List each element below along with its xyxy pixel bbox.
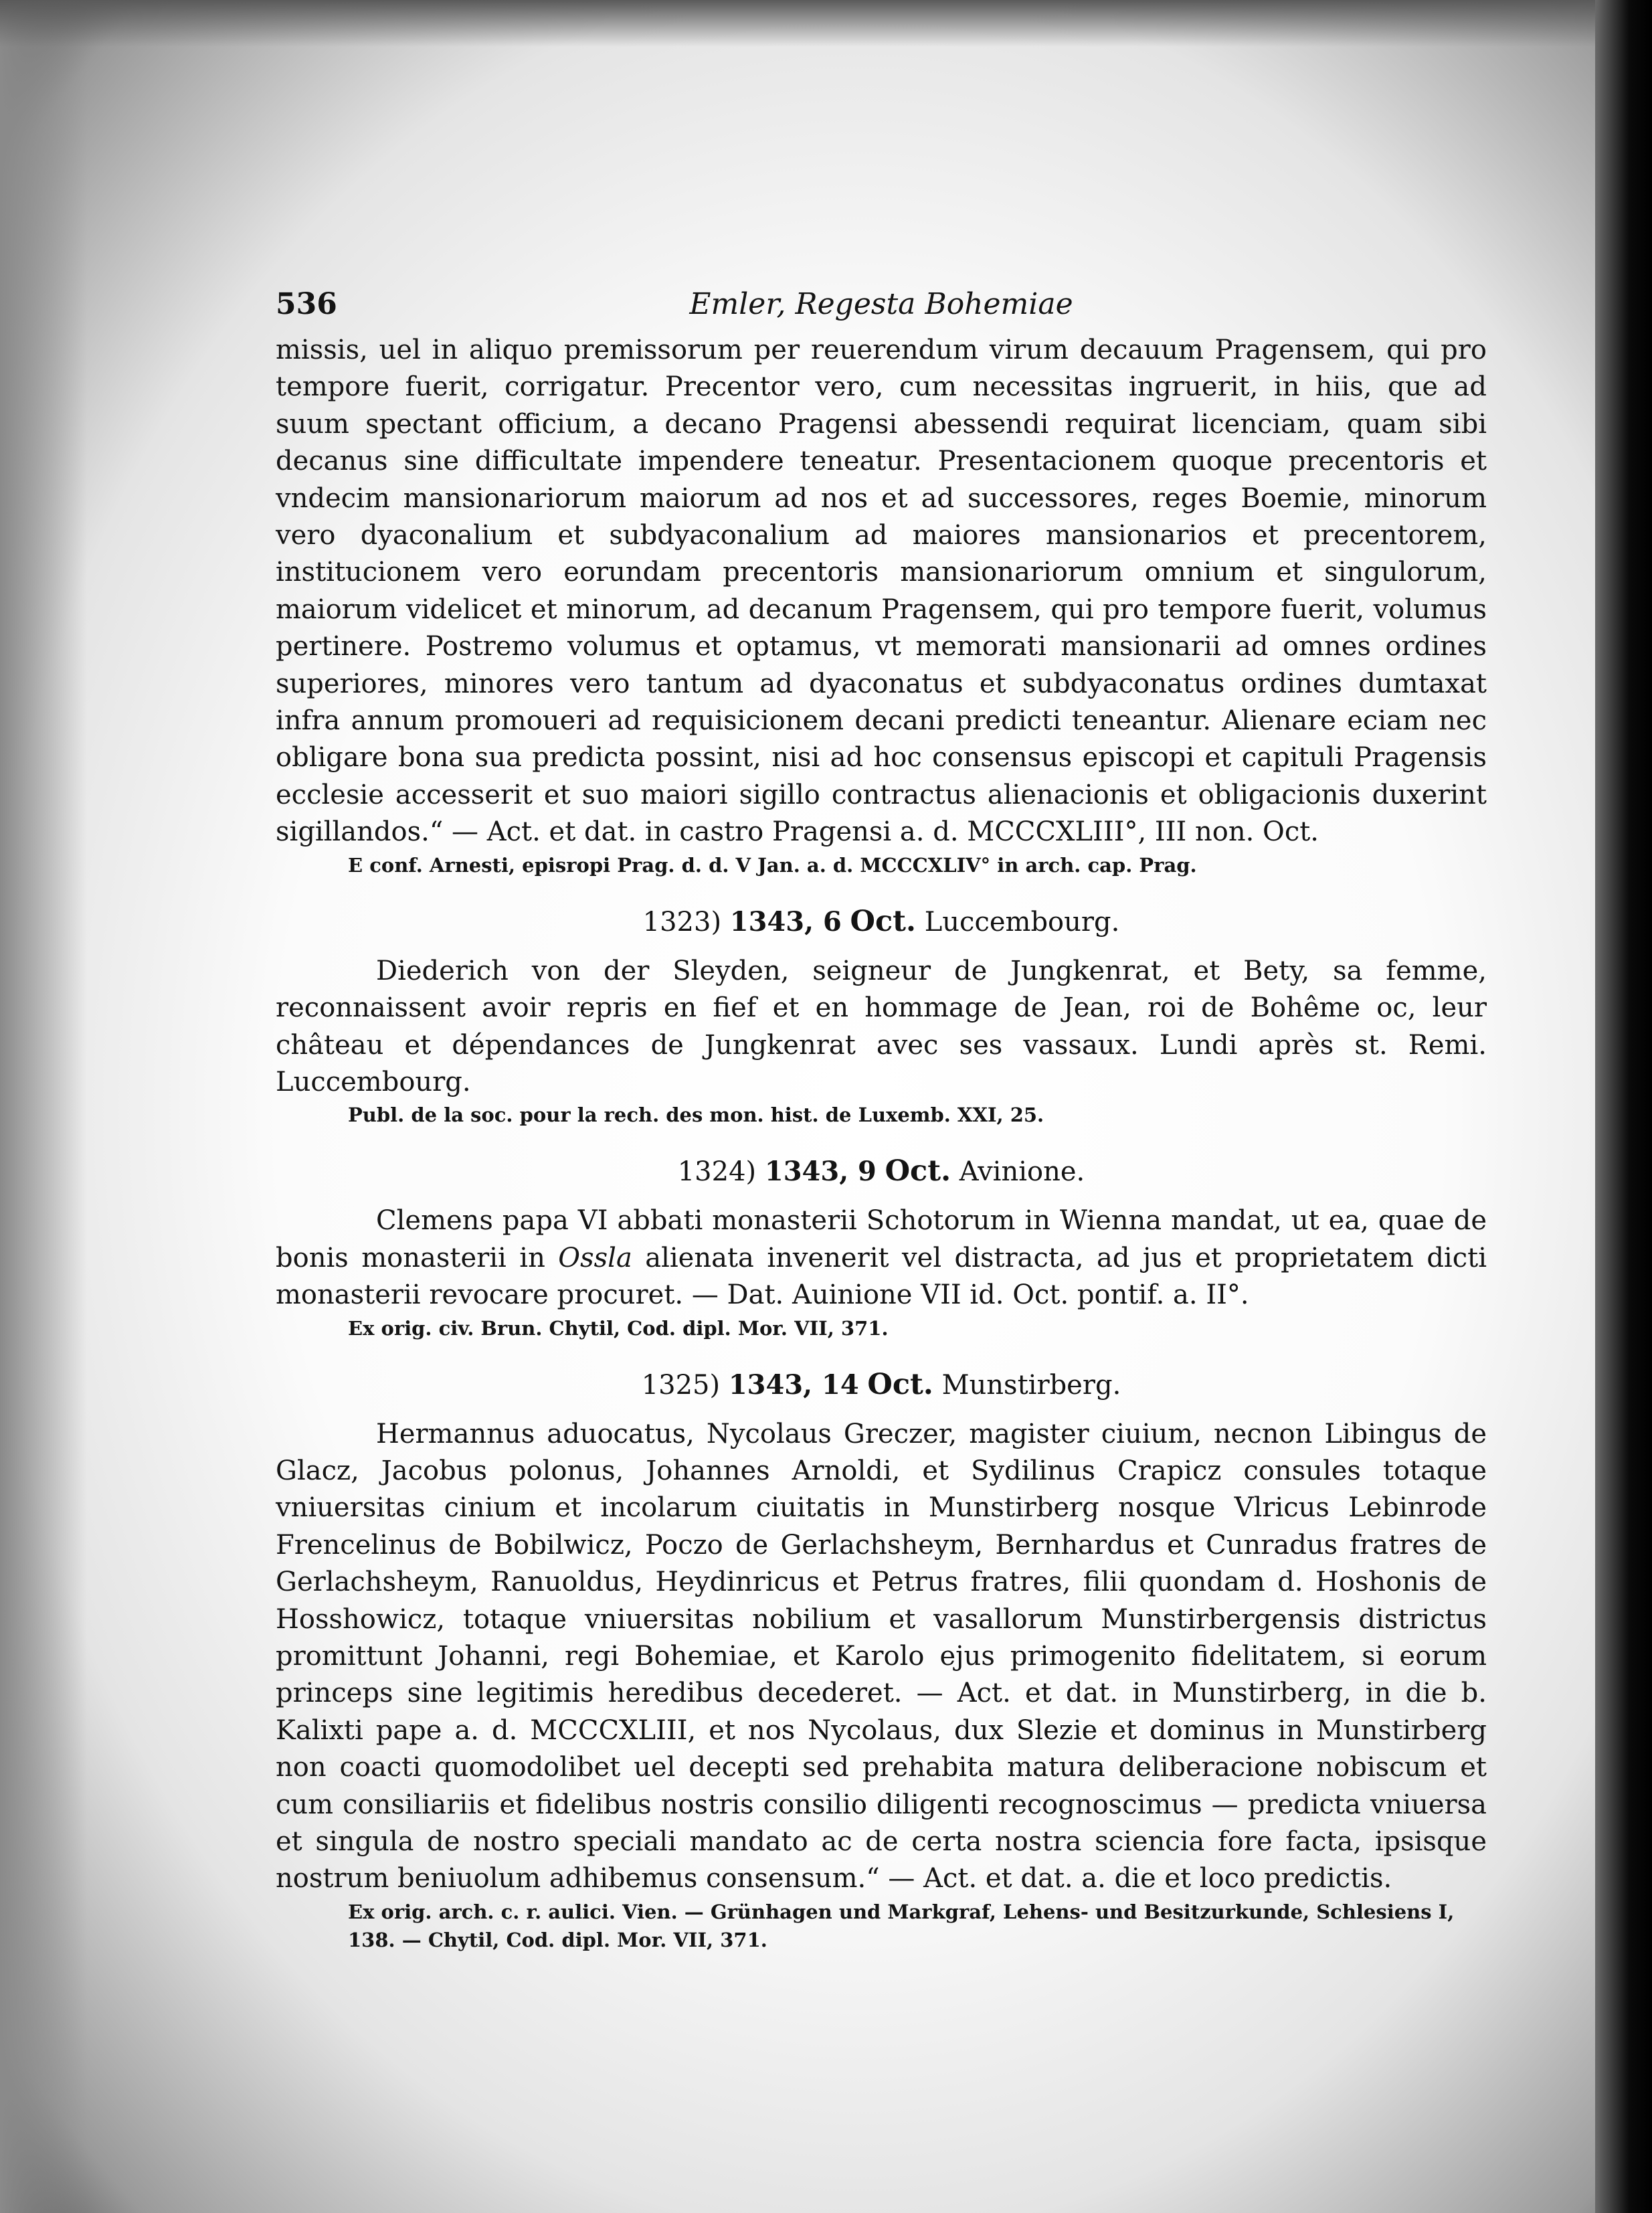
header-title: Emler, Regesta Bohemiae [689, 287, 1073, 321]
entry-month: Oct. [850, 904, 916, 938]
running-head [276, 281, 1487, 328]
entry-number: 1324) [677, 1156, 757, 1188]
scan-border-right [1595, 0, 1652, 2213]
entry-source: Ex orig. arch. c. r. aulici. Vien. — Grünhagen und Markgraf, Lehens- und Besitzurkunde, Schlesiens I, 138. — Chytil, Cod. dipl. Mor. VII, 371. [348, 1900, 1455, 1951]
entry-text [276, 1203, 1487, 1314]
page-number: 536 [276, 287, 337, 321]
entry-place: Munstirberg. [941, 1369, 1121, 1401]
entry-source: Publ. de la soc. pour la rech. des mon. hist. de Luxemb. XXI, 25. [348, 1103, 1044, 1127]
page-content [276, 281, 1487, 1954]
entry-text-italic: Ossla [558, 1242, 632, 1273]
entry-date: 1343, 6 [729, 905, 842, 938]
entry-text-part: alienata invenerit vel distracta, ad jus et proprietatem dicti monasterii revocare procuret. — Dat. Auinione VII id. Oct. pontif. a. II°. [276, 1242, 1487, 1311]
scan-shadow-left [0, 0, 87, 2213]
entry-date: 1343, 14 [728, 1368, 859, 1401]
continuation-source: E conf. Arnesti, episropi Prag. d. d. V Jan. a. d. MCCCXLIV° in arch. cap. Prag. [348, 853, 1197, 877]
entry-month: Oct. [885, 1154, 951, 1188]
entry-month: Oct. [867, 1367, 933, 1401]
entry-source: Ex orig. civ. Brun. Chytil, Cod. dipl. Mor. VII, 371. [348, 1316, 889, 1340]
entry-date: 1343, 9 [764, 1156, 877, 1188]
entry-place: Luccembourg. [924, 906, 1120, 938]
entry-text-part: Clemens papa VI abbati monasterii Schotorum in Wienna mandat, ut ea, quae de bonis monasterii in [276, 1205, 1487, 1273]
entry-heading [276, 1153, 1487, 1190]
entry-number: 1323) [642, 906, 722, 938]
entry-place: Avinione. [959, 1156, 1085, 1188]
continuation-text: missis, uel in aliquo premissorum per reuerendum virum decauum Pragensem, qui pro tempore fuerit, corrigatur. Precentor vero, cum necessitas ingruerit, in hiis, que ad suum spectant officium, a decano Pragensi abessendi requirat licenciam, quam sibi decanus sine difficultate impendere teneatur. Presentacionem quoque precentoris et vndecim mansionariorum maiorum ad nos et ad successores, reges Boemie, minorum vero dyaconalium et subdyaconalium ad maiores mansionarios et precentorem, institucionem vero eorundam precentoris mansionariorum omnium et singulorum, maiorum videlicet et minorum, ad decanum Pragensem, qui pro tempore fuerit, volumus pertinere. Postremo volumus et optamus, vt memorati mansionarii ad omnes ordines superiores, minores vero tantum ad dyaconatus et subdyaconatus ordines dumtaxat infra annum promoueri ad requisicionem decani predicti teneantur. Alienare eciam nec obligare bona sua predicta possint, nisi ad hoc consensus episcopi et capituli Pragensis ecclesie accesserit et suo maiori sigillo contractus alienacionis et obligacionis duxerint sigillandos.“ — Act. et dat. in castro Pragensi a. d. MCCCXLIII°, III non. Oct. [276, 335, 1487, 848]
entry-heading [276, 1366, 1487, 1404]
entry-text: Diederich von der Sleyden, seigneur de Jungkenrat, et Bety, sa femme, reconnaissent avoir repris en fief et en hommage de Jean, roi de Bohême oc, leur château et dépendances de Jungkenrat avec ses vassaux. Lundi après st. Remi. Luccembourg. [276, 955, 1487, 1097]
entry-number: 1325) [641, 1369, 721, 1401]
entry-text: Hermannus aduocatus, Nycolaus Greczer, magister ciuium, necnon Libingus de Glacz, Jacobus polonus, Johannes Arnoldi, et Sydilinus Crapicz consules totaque vniuersitas cinium et incolarum ciuitatis in Munstirberg nosque Vlricus Lebinrode Frencelinus de Bobilwicz, Poczo de Gerlachsheym, Bernhardus et Cunradus fratres de Gerlachsheym, Ranuoldus, Heydinricus et Petrus fratres, filii quondam d. Hoshonis de Hosshowicz, totaque vniuersitas nobilium et vasallorum Munstirbergensis districtus promittunt Johanni, regi Bohemiae, et Karolo ejus primogenito fidelitatem, si eorum princeps sine legitimis heredibus decederet. — Act. et dat. in Munstirberg, in die b. Kalixti pape a. d. MCCCXLIII, et nos Nycolaus, dux Slezie et dominus in Munstirberg non coacti quomodolibet uel decepti sed prehabita matura deliberacione nobiscum et cum consiliariis et fidelibus nostris consilio diligenti recognoscimus — predicta vniuersa et singula de nostro speciali mandato ac de certa nostra sciencia fore facta, ipsisque nostrum beniuolum adhibemus consensum.“ — Act. et dat. a. die et loco predictis. [276, 1418, 1487, 1894]
scan-shadow-top [0, 0, 1652, 47]
entry-heading [276, 903, 1487, 941]
